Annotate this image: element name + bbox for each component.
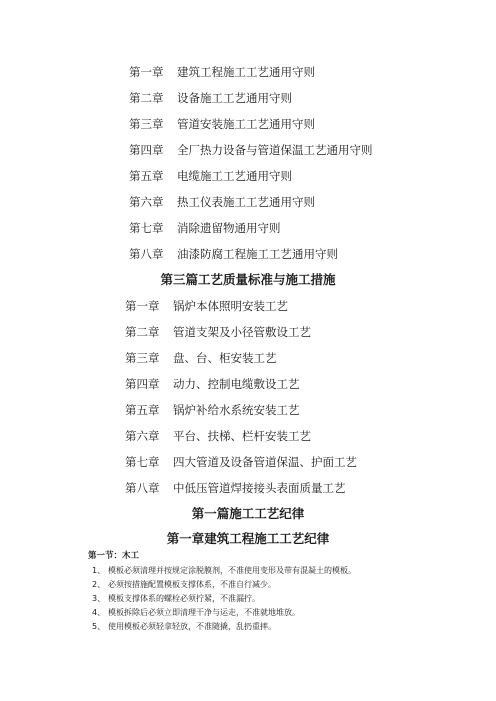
toc-chapter-title: 管道安装施工工艺通用守则	[177, 117, 315, 131]
toc-chapter-title: 消除遗留物通用守则	[177, 221, 281, 235]
rule-text: 必须按措施配置模板支撑体系，不准自行减少。	[108, 580, 276, 589]
toc-entry	[129, 115, 315, 133]
section-title: 第一节：木工	[88, 551, 140, 561]
toc-entry	[125, 401, 300, 419]
rule-text: 模板支撑体系的螺栓必须拧紧，不准漏拧。	[108, 594, 260, 603]
rule-item	[92, 606, 300, 619]
toc-chapter-number: 第七章	[125, 455, 160, 469]
toc-chapter-title: 电缆施工工艺通用守则	[177, 169, 292, 183]
rule-item	[92, 620, 276, 633]
toc-chapter-title: 热工仪表施工工艺通用守则	[177, 195, 315, 209]
toc-chapter-number: 第五章	[125, 403, 160, 417]
toc-entry	[125, 427, 311, 445]
toc-chapter-title: 盘、台、柜安装工艺	[173, 351, 277, 365]
rule-item	[92, 578, 276, 591]
toc-entry	[129, 245, 338, 263]
toc-chapter-title: 锅炉本体照明安装工艺	[173, 299, 288, 313]
rule-item	[92, 564, 356, 577]
toc-chapter-number: 第二章	[125, 325, 160, 339]
toc-entry	[129, 219, 281, 237]
toc-chapter-number: 第八章	[125, 481, 160, 495]
toc-entry	[125, 479, 346, 497]
toc-chapter-number: 第二章	[129, 91, 164, 105]
toc-entry	[125, 323, 311, 341]
toc-chapter-number: 第一章	[125, 299, 160, 313]
toc-entry	[129, 141, 373, 159]
toc-chapter-number: 第六章	[125, 429, 160, 443]
toc-entry	[125, 349, 277, 367]
toc-chapter-number: 第一章	[129, 65, 164, 79]
toc-chapter-title: 中低压管道焊接接头表面质量工艺	[173, 481, 346, 495]
rule-number: 1、	[92, 566, 106, 575]
toc-chapter-number: 第三章	[125, 351, 160, 365]
toc-entry	[129, 89, 292, 107]
toc-chapter-title: 管道支架及小径管敷设工艺	[173, 325, 311, 339]
rule-text: 模板必须清理并按规定涂脱膜剂，不准使用变形及带有混凝土的模板。	[108, 566, 356, 575]
part1-heading: 第一篇施工工艺纪律	[191, 506, 305, 521]
chapter1-heading: 第一章建筑工程施工工艺纪律	[166, 531, 330, 546]
toc-chapter-number: 第五章	[129, 169, 164, 183]
rule-item	[92, 592, 260, 605]
rule-number: 4、	[92, 608, 106, 617]
toc-chapter-title: 建筑工程施工工艺通用守则	[177, 65, 315, 79]
rule-number: 2、	[92, 580, 106, 589]
toc-chapter-title: 全厂热力设备与管道保温工艺通用守则	[177, 143, 373, 157]
part3-heading: 第三篇工艺质量标准与施工措施	[160, 272, 336, 287]
toc-chapter-number: 第三章	[129, 117, 164, 131]
toc-chapter-number: 第七章	[129, 221, 164, 235]
toc-entry	[125, 453, 357, 471]
toc-entry	[125, 375, 300, 393]
toc-chapter-number: 第八章	[129, 247, 164, 261]
toc-entry	[125, 297, 288, 315]
toc-entry	[129, 167, 292, 185]
rule-number: 5、	[92, 622, 106, 631]
toc-chapter-title: 油漆防腐工程施工工艺通用守则	[177, 247, 338, 261]
toc-chapter-number: 第四章	[129, 143, 164, 157]
toc-chapter-title: 四大管道及设备管道保温、护面工艺	[173, 455, 357, 469]
rule-text: 使用模板必须轻拿轻放，不准随撬，乱扔重摔。	[108, 622, 276, 631]
rule-text: 模板拆除后必须立即清理干净与运走，不准就地堆放。	[108, 608, 300, 617]
toc-entry	[129, 193, 315, 211]
toc-chapter-number: 第四章	[125, 377, 160, 391]
toc-chapter-number: 第六章	[129, 195, 164, 209]
toc-chapter-title: 动力、控制电缆敷设工艺	[173, 377, 300, 391]
toc-chapter-title: 平台、扶梯、栏杆安装工艺	[173, 429, 311, 443]
toc-chapter-title: 锅炉补给水系统安装工艺	[173, 403, 300, 417]
toc-chapter-title: 设备施工工艺通用守则	[177, 91, 292, 105]
toc-entry	[129, 63, 315, 81]
rule-number: 3、	[92, 594, 106, 603]
